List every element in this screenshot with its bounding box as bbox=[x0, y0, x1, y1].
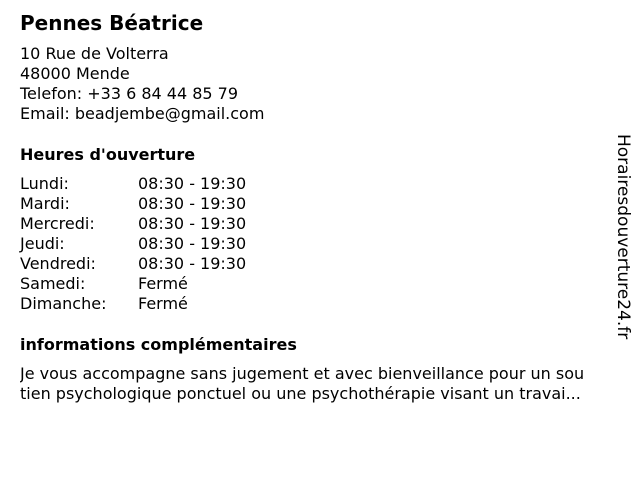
info-line: Je vous accompagne sans jugement et avec bienveillance pour un sou bbox=[20, 364, 585, 383]
hours-list bbox=[20, 174, 246, 314]
day-hours: 08:30 - 19:30 bbox=[138, 194, 247, 213]
hours-row-friday bbox=[20, 254, 246, 274]
city: 48000 Mende bbox=[20, 64, 130, 83]
business-name: Pennes Béatrice bbox=[20, 11, 204, 35]
info-heading: informations complémentaires bbox=[20, 335, 297, 354]
day-hours: 08:30 - 19:30 bbox=[138, 214, 247, 233]
day-hours: Fermé bbox=[138, 294, 188, 313]
street-address: 10 Rue de Volterra bbox=[20, 44, 169, 63]
day-label: Vendredi: bbox=[20, 254, 96, 273]
day-label: Mardi: bbox=[20, 194, 70, 213]
info-line: tien psychologique ponctuel ou une psychothérapie visant un travai... bbox=[20, 384, 581, 403]
hours-row-wednesday bbox=[20, 214, 246, 234]
day-label: Dimanche: bbox=[20, 294, 107, 313]
day-hours: 08:30 - 19:30 bbox=[138, 234, 247, 253]
day-label: Jeudi: bbox=[20, 234, 65, 253]
hours-heading: Heures d'ouverture bbox=[20, 145, 196, 164]
info-description bbox=[20, 364, 632, 404]
day-hours: 08:30 - 19:30 bbox=[138, 174, 247, 193]
phone-number: Telefon: +33 6 84 44 85 79 bbox=[20, 84, 239, 103]
email-address: Email: beadjembe@gmail.com bbox=[20, 104, 265, 123]
hours-row-saturday bbox=[20, 274, 246, 294]
day-label: Mercredi: bbox=[20, 214, 95, 233]
day-hours: Fermé bbox=[138, 274, 188, 293]
day-label: Samedi: bbox=[20, 274, 86, 293]
day-label: Lundi: bbox=[20, 174, 69, 193]
site-watermark: Horairesdouverture24.fr bbox=[613, 134, 633, 340]
hours-row-thursday bbox=[20, 234, 246, 254]
day-hours: 08:30 - 19:30 bbox=[138, 254, 247, 273]
contact-block bbox=[20, 44, 264, 124]
hours-row-sunday bbox=[20, 294, 246, 314]
hours-row-monday bbox=[20, 174, 246, 194]
hours-row-tuesday bbox=[20, 194, 246, 214]
